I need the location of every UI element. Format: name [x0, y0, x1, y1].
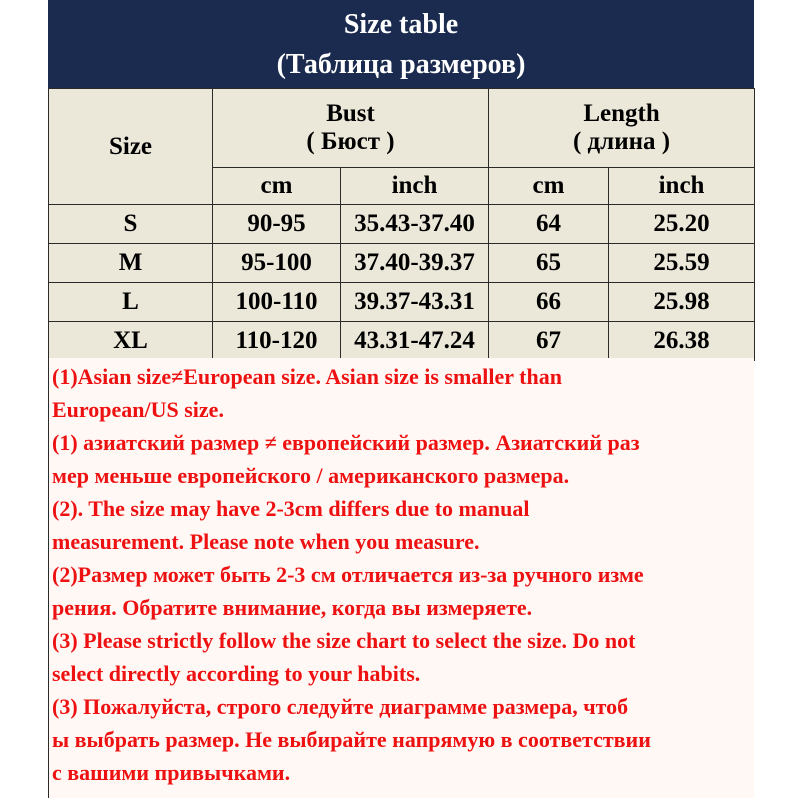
note-line: (2). The size may have 2-3cm differs due to manual: [52, 496, 530, 521]
size-table: [48, 88, 755, 361]
title-band: [48, 0, 754, 88]
note-line: ы выбрать размер. Не выбирайте напрямую в соответствии: [52, 727, 651, 752]
bust-header-en: Bust: [326, 100, 375, 127]
length-inch-cell: 26.38: [609, 322, 755, 361]
title-russian: (Таблица размеров): [276, 49, 526, 80]
size-column-header: Size: [49, 89, 213, 205]
length-header-ru: ( длина ): [572, 128, 671, 155]
note-line: (3) Пожалуйста, строго следуйте диаграмме размера, чтоб: [52, 694, 629, 719]
size-cell: XL: [49, 322, 213, 361]
note-line: мер меньше европейского / американского размера.: [52, 463, 570, 488]
note-line: (3) Please strictly follow the size chart to select the size. Do not: [52, 628, 636, 653]
size-cell: L: [49, 283, 213, 322]
bust-header-ru: ( Бюст ): [306, 128, 395, 155]
length-cm-cell: 64: [489, 205, 609, 244]
note-line: measurement. Please note when you measure.: [52, 529, 480, 554]
table-row: [49, 244, 755, 283]
note-line: рения. Обратите внимание, когда вы измеряете.: [52, 595, 533, 620]
length-inch-cell: 25.59: [609, 244, 755, 283]
bust-inch-cell: 37.40-39.37: [341, 244, 489, 283]
bust-inch-cell: 39.37-43.31: [341, 283, 489, 322]
bust-cm-cell: 110-120: [213, 322, 341, 361]
length-inch-cell: 25.98: [609, 283, 755, 322]
unit-header-bust-inch: inch: [341, 168, 489, 205]
note-line: с вашими привычками.: [52, 760, 291, 785]
size-cell: S: [49, 205, 213, 244]
length-cm-cell: 66: [489, 283, 609, 322]
length-cm-cell: 67: [489, 322, 609, 361]
bust-cm-cell: 100-110: [213, 283, 341, 322]
length-column-header: [489, 89, 755, 168]
unit-header-length-inch: inch: [609, 168, 755, 205]
bust-inch-cell: 35.43-37.40: [341, 205, 489, 244]
length-inch-cell: 25.20: [609, 205, 755, 244]
size-notes: [48, 358, 754, 798]
table-row: [49, 205, 755, 244]
note-line: (2)Размер может быть 2-3 см отличается из-за ручного изме: [52, 562, 644, 587]
bust-cm-cell: 90-95: [213, 205, 341, 244]
bust-inch-cell: 43.31-47.24: [341, 322, 489, 361]
length-cm-cell: 65: [489, 244, 609, 283]
table-row: [49, 283, 755, 322]
table-row: [49, 322, 755, 361]
unit-header-length-cm: cm: [489, 168, 609, 205]
note-line: European/US size.: [52, 397, 224, 422]
note-line: select directly according to your habits.: [52, 661, 421, 686]
bust-cm-cell: 95-100: [213, 244, 341, 283]
title-english: Size table: [343, 9, 459, 40]
unit-header-bust-cm: cm: [213, 168, 341, 205]
size-cell: M: [49, 244, 213, 283]
note-line: (1) азиатский размер ≠ европейский размер. Азиатский раз: [52, 430, 640, 455]
bust-column-header: [213, 89, 489, 168]
length-header-en: Length: [583, 100, 660, 127]
note-line: (1)Asian size≠European size. Asian size is smaller than: [52, 364, 562, 389]
